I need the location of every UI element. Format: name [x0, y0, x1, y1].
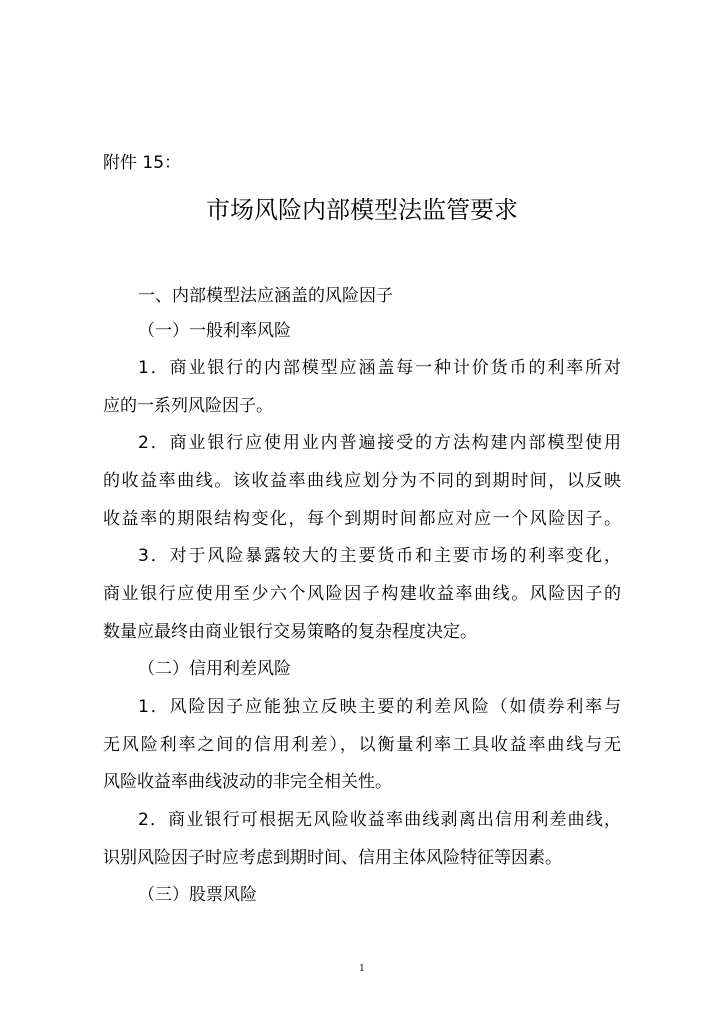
document-title: 市场风险内部模型法监管要求 [206, 196, 518, 224]
paragraph-line: 应的一系列风险因子。 [103, 396, 273, 416]
paragraph-line: 1．商业银行的内部模型应涵盖每一种计价货币的利率所对 [138, 358, 621, 378]
paragraph-line: 2．商业银行可根据无风险收益率曲线剥离出信用利差曲线， [138, 810, 621, 830]
annex-label: 附件 15： [103, 153, 182, 173]
subsection-heading: （二）信用利差风险 [138, 659, 291, 679]
paragraph-line: 1．风险因子应能独立反映主要的利差风险（如债券利率与 [138, 697, 621, 717]
paragraph-line: 的收益率曲线。该收益率曲线应划分为不同的到期时间，以反映 [103, 471, 621, 491]
paragraph-line: 3．对于风险暴露较大的主要货币和主要市场的利率变化， [138, 546, 621, 566]
paragraph-line: 商业银行应使用至少六个风险因子构建收益率曲线。风险因子的 [103, 584, 621, 604]
paragraph-line: 数量应最终由商业银行交易策略的复杂程度决定。 [103, 622, 477, 642]
subsection-heading: （一）一般利率风险 [138, 321, 291, 341]
paragraph-line: 2．商业银行应使用业内普遍接受的方法构建内部模型使用 [138, 433, 621, 453]
paragraph-line: 收益率的期限结构变化，每个到期时间都应对应一个风险因子。 [103, 509, 621, 529]
paragraph-line: 识别风险因子时应考虑到期时间、信用主体风险特征等因素。 [103, 848, 562, 868]
section-heading: 一、内部模型法应涵盖的风险因子 [138, 286, 393, 306]
paragraph-line: 风险收益率曲线波动的非完全相关性。 [103, 772, 392, 792]
page-number: 1 [359, 964, 365, 974]
subsection-heading: （三）股票风险 [138, 885, 257, 905]
paragraph-line: 无风险利率之间的信用利差），以衡量利率工具收益率曲线与无 [103, 735, 621, 755]
